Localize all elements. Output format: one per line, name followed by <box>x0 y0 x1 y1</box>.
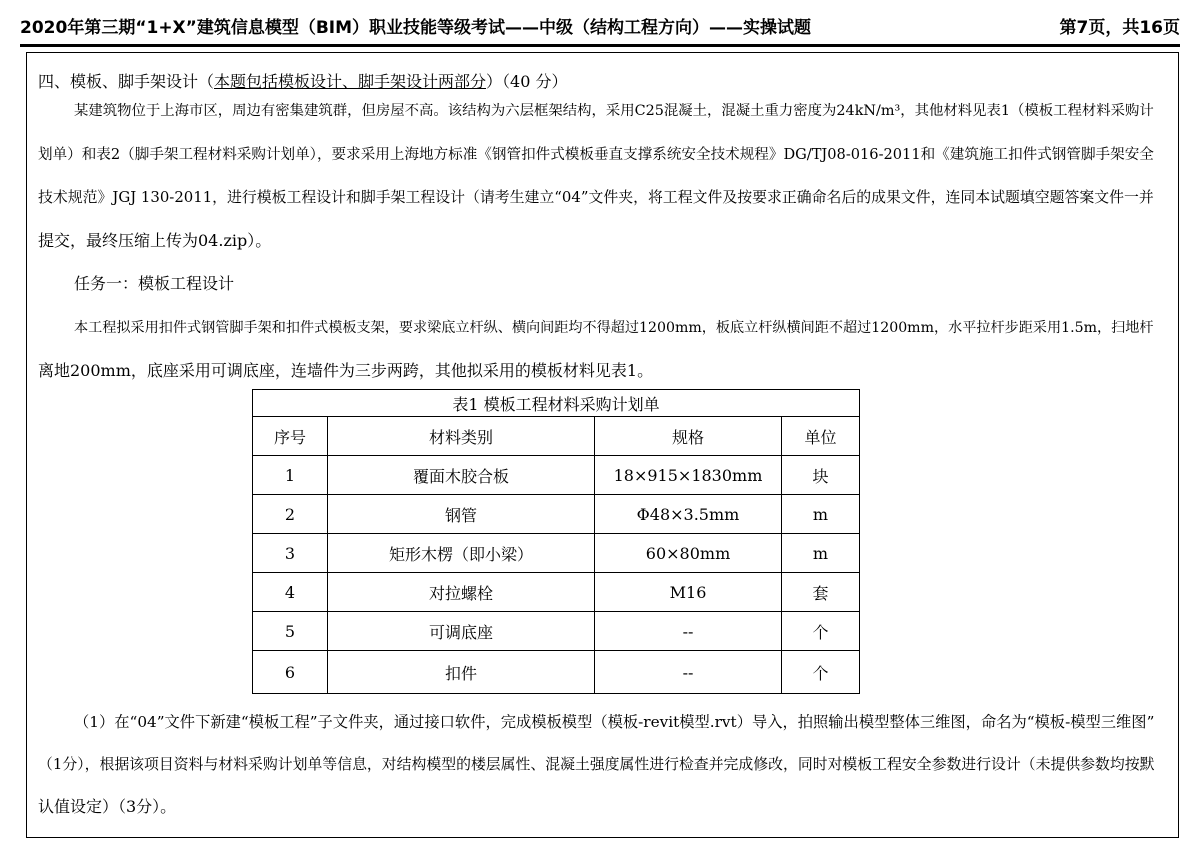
cell-spec: -- <box>595 612 782 651</box>
para3-line1: （1）在“04”文件下新建“模板工程”子文件夹，通过接口软件，完成模板模型（模板-revit模型.rvt）导入，拍照输出模型整体三维图，命名为“模板-模型三维图” <box>74 713 1155 731</box>
section-heading-suffix: ）（40 分） <box>486 72 568 91</box>
table-row <box>253 534 860 573</box>
cell-number: 4 <box>253 573 328 612</box>
para1-line4: 提交，最终压缩上传为04.zip）。 <box>38 231 272 250</box>
cell-number: 2 <box>253 495 328 534</box>
page-header <box>20 10 1180 40</box>
table-caption: 表1 模板工程材料采购计划单 <box>253 390 860 417</box>
para2-line1: 本工程拟采用扣件式钢管脚手架和扣件式模板支架，要求梁底立杆纵、横向间距均不得超过1200mm，板底立杆纵横间距不超过1200mm，水平拉杆步距采用1.5m，扫地杆 <box>74 320 1154 336</box>
cell-spec: Φ48×3.5mm <box>595 495 782 534</box>
cell-category: 可调底座 <box>328 612 595 651</box>
col-header-unit: 单位 <box>782 417 860 456</box>
section-heading-underlined: 本题包括模板设计、脚手架设计两部分 <box>214 72 487 91</box>
exam-title: 2020年第三期“1+X”建筑信息模型（BIM）职业技能等级考试——中级（结构工程方向）——实操试题 <box>20 17 812 38</box>
table-row <box>253 651 860 694</box>
cell-spec: 60×80mm <box>595 534 782 573</box>
col-header-spec: 规格 <box>595 417 782 456</box>
material-table <box>252 389 860 694</box>
cell-spec: -- <box>595 651 782 694</box>
cell-unit: 个 <box>782 651 860 694</box>
para2-line2: 离地200mm，底座采用可调底座，连墙件为三步两跨，其他拟采用的模板材料见表1。 <box>38 361 654 380</box>
table-row <box>253 573 860 612</box>
para1-line3: 技术规范》JGJ 130-2011，进行模板工程设计和脚手架工程设计（请考生建立“04”文件夹，将工程文件及按要求正确命名后的成果文件，连同本试题填空题答案文件一并 <box>38 188 1154 206</box>
cell-category: 钢管 <box>328 495 595 534</box>
cell-unit: m <box>782 495 860 534</box>
cell-number: 5 <box>253 612 328 651</box>
table-row <box>253 495 860 534</box>
cell-number: 6 <box>253 651 328 694</box>
col-header-category: 材料类别 <box>328 417 595 456</box>
section-heading <box>38 71 567 93</box>
cell-unit: 套 <box>782 573 860 612</box>
cell-unit: m <box>782 534 860 573</box>
cell-category: 对拉螺栓 <box>328 573 595 612</box>
section-heading-prefix: 四、模板、脚手架设计（ <box>38 72 215 91</box>
page-number: 第7页，共16页 <box>1059 17 1180 38</box>
para3-line2: （1分），根据该项目资料与材料采购计划单等信息，对结构模型的楼层属性、混凝土强度属性进行检查并完成修改，同时对模板工程安全参数进行设计（未提供参数均按默 <box>38 755 1155 773</box>
cell-unit: 块 <box>782 456 860 495</box>
cell-spec: 18×915×1830mm <box>595 456 782 495</box>
cell-unit: 个 <box>782 612 860 651</box>
para3-line3: 认值设定）（3分）。 <box>38 797 177 816</box>
col-header-number: 序号 <box>253 417 328 456</box>
cell-number: 3 <box>253 534 328 573</box>
para1-line2: 划单）和表2（脚手架工程材料采购计划单），要求采用上海地方标准《钢管扣件式模板垂直支撑系统安全技术规程》DG/TJ08-016-2011和《建筑施工扣件式钢管脚手架安全 <box>38 146 1154 163</box>
task-title: 任务一：模板工程设计 <box>74 274 235 293</box>
header-rule <box>20 44 1180 47</box>
table-row <box>253 612 860 651</box>
table-row <box>253 456 860 495</box>
cell-spec: M16 <box>595 573 782 612</box>
cell-category: 覆面木胶合板 <box>328 456 595 495</box>
para1-line1: 某建筑物位于上海市区，周边有密集建筑群，但房屋不高。该结构为六层框架结构，采用C25混凝土，混凝土重力密度为24kN/m³，其他材料见表1（模板工程材料采购计 <box>74 103 1154 119</box>
cell-number: 1 <box>253 456 328 495</box>
cell-category: 矩形木楞（即小梁） <box>328 534 595 573</box>
cell-category: 扣件 <box>328 651 595 694</box>
